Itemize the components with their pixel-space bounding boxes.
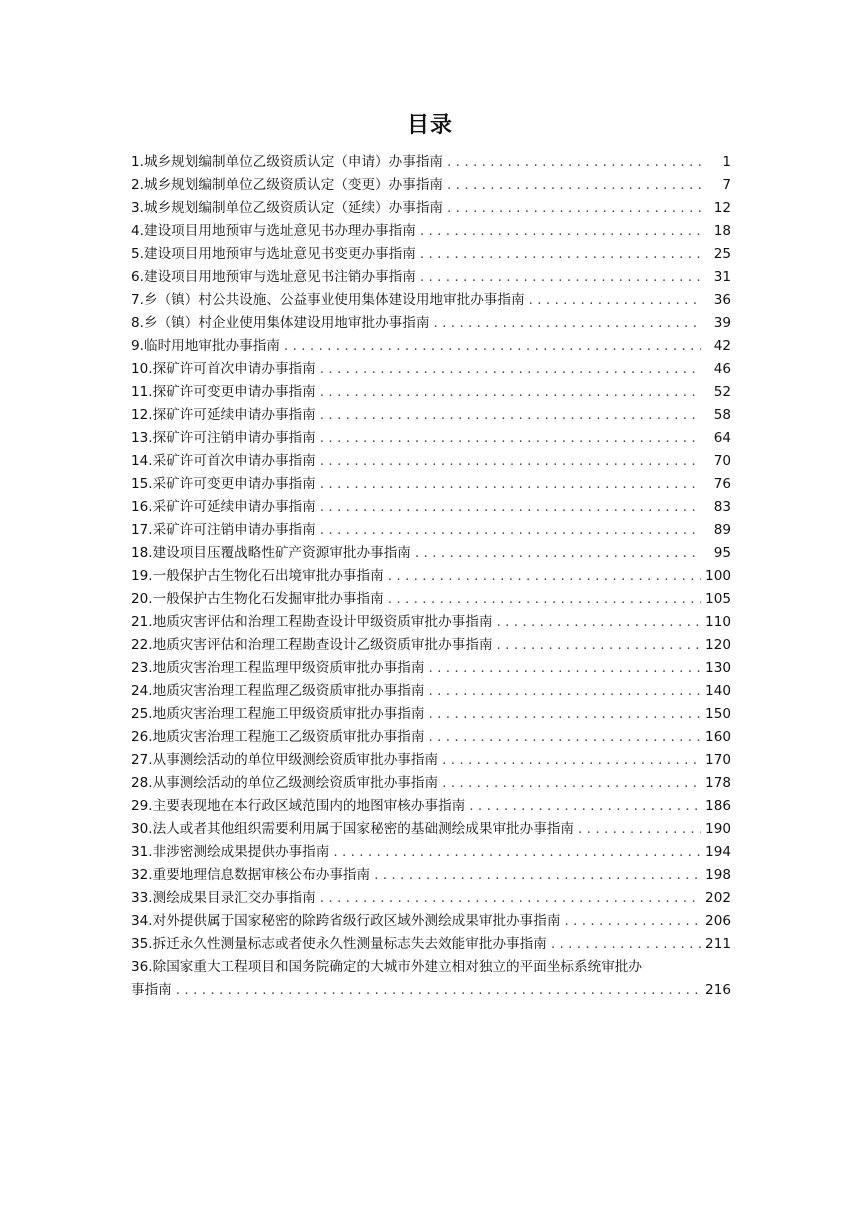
leader-dots [442, 772, 701, 795]
toc-entry-page: 7 [722, 177, 731, 193]
toc-entry[interactable] [131, 657, 731, 680]
toc-entry[interactable] [131, 749, 731, 772]
leader-dots [320, 427, 701, 450]
leader-dots [578, 818, 701, 841]
leader-dots [320, 887, 701, 910]
toc-entry-page: 186 [705, 798, 731, 814]
toc-entry[interactable] [131, 542, 731, 565]
toc-entry-page: 198 [705, 867, 731, 883]
toc-entry[interactable] [131, 404, 731, 427]
toc-entry-label: 19.一般保护古生物化石出境审批办事指南 [131, 568, 384, 584]
leader-dots [420, 243, 701, 266]
toc-entry[interactable] [131, 703, 731, 726]
toc-entry-page: 150 [705, 706, 731, 722]
toc-entry[interactable] [131, 473, 731, 496]
toc-entry-label-line1: 36.除国家重大工程项目和国务院确定的大城市外建立相对独立的平面坐标系统审批办 [131, 959, 642, 975]
toc-entry[interactable] [131, 956, 731, 1002]
leader-dots [320, 358, 701, 381]
toc-entry-label: 17.采矿许可注销申请办事指南 [131, 522, 316, 538]
toc-entry-page: 52 [713, 384, 731, 400]
toc-entry-page: 25 [713, 246, 731, 262]
toc-entry[interactable] [131, 887, 731, 910]
toc-entry-page: 100 [705, 568, 731, 584]
leader-dots [551, 933, 701, 956]
toc-entry-label: 28.从事测绘活动的单位乙级测绘资质审批办事指南 [131, 775, 439, 791]
toc-entry-label: 22.地质灾害评估和治理工程勘查设计乙级资质审批办事指南 [131, 637, 493, 653]
toc-entry[interactable] [131, 496, 731, 519]
toc-entry-label: 27.从事测绘活动的单位甲级测绘资质审批办事指南 [131, 752, 439, 768]
toc-entry-label: 32.重要地理信息数据审核公布办事指南 [131, 867, 371, 883]
toc-entry-page: 130 [705, 660, 731, 676]
toc-entry[interactable] [131, 680, 731, 703]
toc-entry[interactable] [131, 841, 731, 864]
toc-entry-page: 89 [713, 522, 731, 538]
leader-dots [320, 404, 701, 427]
toc-entry[interactable] [131, 381, 731, 404]
toc-entry-label: 15.采矿许可变更申请办事指南 [131, 476, 316, 492]
toc-entry-page: 95 [713, 545, 731, 561]
toc-entry-label: 9.临时用地审批办事指南 [131, 338, 280, 354]
toc-entry-label: 14.采矿许可首次申请办事指南 [131, 453, 316, 469]
leader-dots [415, 542, 701, 565]
leader-dots [429, 726, 702, 749]
toc-entry-label: 25.地质灾害治理工程施工甲级资质审批办事指南 [131, 706, 425, 722]
toc-entry-label: 29.主要表现地在本行政区域范围内的地图审核办事指南 [131, 798, 466, 814]
toc-entry-label: 33.测绘成果目录汇交办事指南 [131, 890, 316, 906]
leader-dots [496, 634, 701, 657]
toc-entry[interactable] [131, 450, 731, 473]
toc-entry[interactable] [131, 358, 731, 381]
toc-entry-page: 42 [713, 338, 731, 354]
toc-entry-label: 4.建设项目用地预审与选址意见书办理办事指南 [131, 223, 416, 239]
leader-dots [529, 289, 701, 312]
toc-entry-page: 76 [713, 476, 731, 492]
leader-dots [388, 565, 701, 588]
toc-entry[interactable] [131, 312, 731, 335]
toc-entry-label: 10.探矿许可首次申请办事指南 [131, 361, 316, 377]
toc-entry[interactable] [131, 864, 731, 887]
toc-entry-page: 216 [705, 982, 731, 998]
toc-entry-page: 105 [705, 591, 731, 607]
leader-dots [429, 657, 702, 680]
toc-entry-page: 211 [705, 936, 731, 952]
leader-dots [420, 220, 701, 243]
leader-dots [433, 312, 701, 335]
toc-entry-label: 26.地质灾害治理工程施工乙级资质审批办事指南 [131, 729, 425, 745]
leader-dots [176, 979, 701, 1002]
toc-entry-page: 31 [713, 269, 731, 285]
toc-entry[interactable] [131, 818, 731, 841]
toc-entry-label: 5.建设项目用地预审与选址意见书变更办事指南 [131, 246, 416, 262]
toc-entry[interactable] [131, 611, 731, 634]
leader-dots [320, 450, 701, 473]
toc-entry-label: 30.法人或者其他组织需要利用属于国家秘密的基础测绘成果审批办事指南 [131, 821, 575, 837]
toc-entry-page: 190 [705, 821, 731, 837]
toc-entry-page: 64 [713, 430, 731, 446]
toc-entry[interactable] [131, 427, 731, 450]
leader-dots [320, 496, 701, 519]
leader-dots [320, 473, 701, 496]
toc-entry-page: 206 [705, 913, 731, 929]
toc-entry-page: 36 [713, 292, 731, 308]
toc-entry-label: 3.城乡规划编制单位乙级资质认定（延续）办事指南 [131, 200, 444, 216]
toc-entry-label: 11.探矿许可变更申请办事指南 [131, 384, 316, 400]
toc-entry-label: 23.地质灾害治理工程监理甲级资质审批办事指南 [131, 660, 425, 676]
toc-entry-label: 31.非涉密测绘成果提供办事指南 [131, 844, 330, 860]
toc-entry-page: 160 [705, 729, 731, 745]
toc-entry-label: 13.探矿许可注销申请办事指南 [131, 430, 316, 446]
toc-entry-page: 110 [705, 614, 731, 630]
toc-entry-page: 39 [713, 315, 731, 331]
toc-entry[interactable] [131, 289, 731, 312]
toc-entry[interactable] [131, 197, 731, 220]
leader-dots [447, 151, 701, 174]
leader-dots [447, 197, 701, 220]
toc-entry[interactable] [131, 795, 731, 818]
toc-entry-page: 202 [705, 890, 731, 906]
table-of-contents [131, 151, 731, 1002]
toc-entry-page: 12 [713, 200, 731, 216]
leader-dots [429, 680, 702, 703]
toc-entry[interactable] [131, 565, 731, 588]
toc-entry[interactable] [131, 266, 731, 289]
page-title: 目录 [406, 112, 453, 138]
toc-entry-page: 18 [713, 223, 731, 239]
leader-dots [284, 335, 701, 358]
leader-dots [320, 519, 701, 542]
toc-entry-label: 1.城乡规划编制单位乙级资质认定（申请）办事指南 [131, 154, 444, 170]
toc-entry-label: 35.拆迁永久性测量标志或者使永久性测量标志失去效能审批办事指南 [131, 936, 547, 952]
toc-entry-label: 8.乡（镇）村企业使用集体建设用地审批办事指南 [131, 315, 430, 331]
leader-dots [447, 174, 701, 197]
toc-entry[interactable] [131, 151, 731, 174]
toc-entry[interactable] [131, 933, 731, 956]
toc-entry[interactable] [131, 588, 731, 611]
leader-dots [333, 841, 701, 864]
toc-entry-label: 20.一般保护古生物化石发掘审批办事指南 [131, 591, 384, 607]
toc-entry-label: 16.采矿许可延续申请办事指南 [131, 499, 316, 515]
leader-dots [429, 703, 702, 726]
toc-entry-label: 34.对外提供属于国家秘密的除跨省级行政区域外测绘成果审批办事指南 [131, 913, 561, 929]
toc-entry-label: 24.地质灾害治理工程监理乙级资质审批办事指南 [131, 683, 425, 699]
leader-dots [469, 795, 701, 818]
toc-entry-label-line2: 事指南 [131, 982, 172, 998]
toc-entry[interactable] [131, 519, 731, 542]
toc-entry-page: 194 [705, 844, 731, 860]
toc-entry-label: 12.探矿许可延续申请办事指南 [131, 407, 316, 423]
toc-entry-page: 178 [705, 775, 731, 791]
toc-entry-page: 83 [713, 499, 731, 515]
toc-entry-page: 70 [713, 453, 731, 469]
toc-entry-page: 170 [705, 752, 731, 768]
toc-entry[interactable] [131, 726, 731, 749]
toc-entry-label: 21.地质灾害评估和治理工程勘查设计甲级资质审批办事指南 [131, 614, 493, 630]
toc-entry-label: 7.乡（镇）村公共设施、公益事业使用集体建设用地审批办事指南 [131, 292, 525, 308]
leader-dots [496, 611, 701, 634]
toc-entry[interactable] [131, 243, 731, 266]
toc-entry[interactable] [131, 772, 731, 795]
toc-entry-label: 6.建设项目用地预审与选址意见书注销办事指南 [131, 269, 416, 285]
toc-entry-label: 18.建设项目压覆战略性矿产资源审批办事指南 [131, 545, 411, 561]
toc-entry-page: 46 [713, 361, 731, 377]
toc-entry[interactable] [131, 335, 731, 358]
toc-entry[interactable] [131, 634, 731, 657]
leader-dots [388, 588, 701, 611]
toc-entry[interactable] [131, 174, 731, 197]
leader-dots [564, 910, 701, 933]
toc-entry-page: 120 [705, 637, 731, 653]
toc-entry-page: 1 [722, 154, 731, 170]
toc-entry-page: 140 [705, 683, 731, 699]
toc-entry-page: 58 [713, 407, 731, 423]
leader-dots [374, 864, 701, 887]
leader-dots [420, 266, 701, 289]
leader-dots [320, 381, 701, 404]
toc-entry-label: 2.城乡规划编制单位乙级资质认定（变更）办事指南 [131, 177, 444, 193]
leader-dots [442, 749, 701, 772]
toc-entry[interactable] [131, 910, 731, 933]
toc-entry[interactable] [131, 220, 731, 243]
